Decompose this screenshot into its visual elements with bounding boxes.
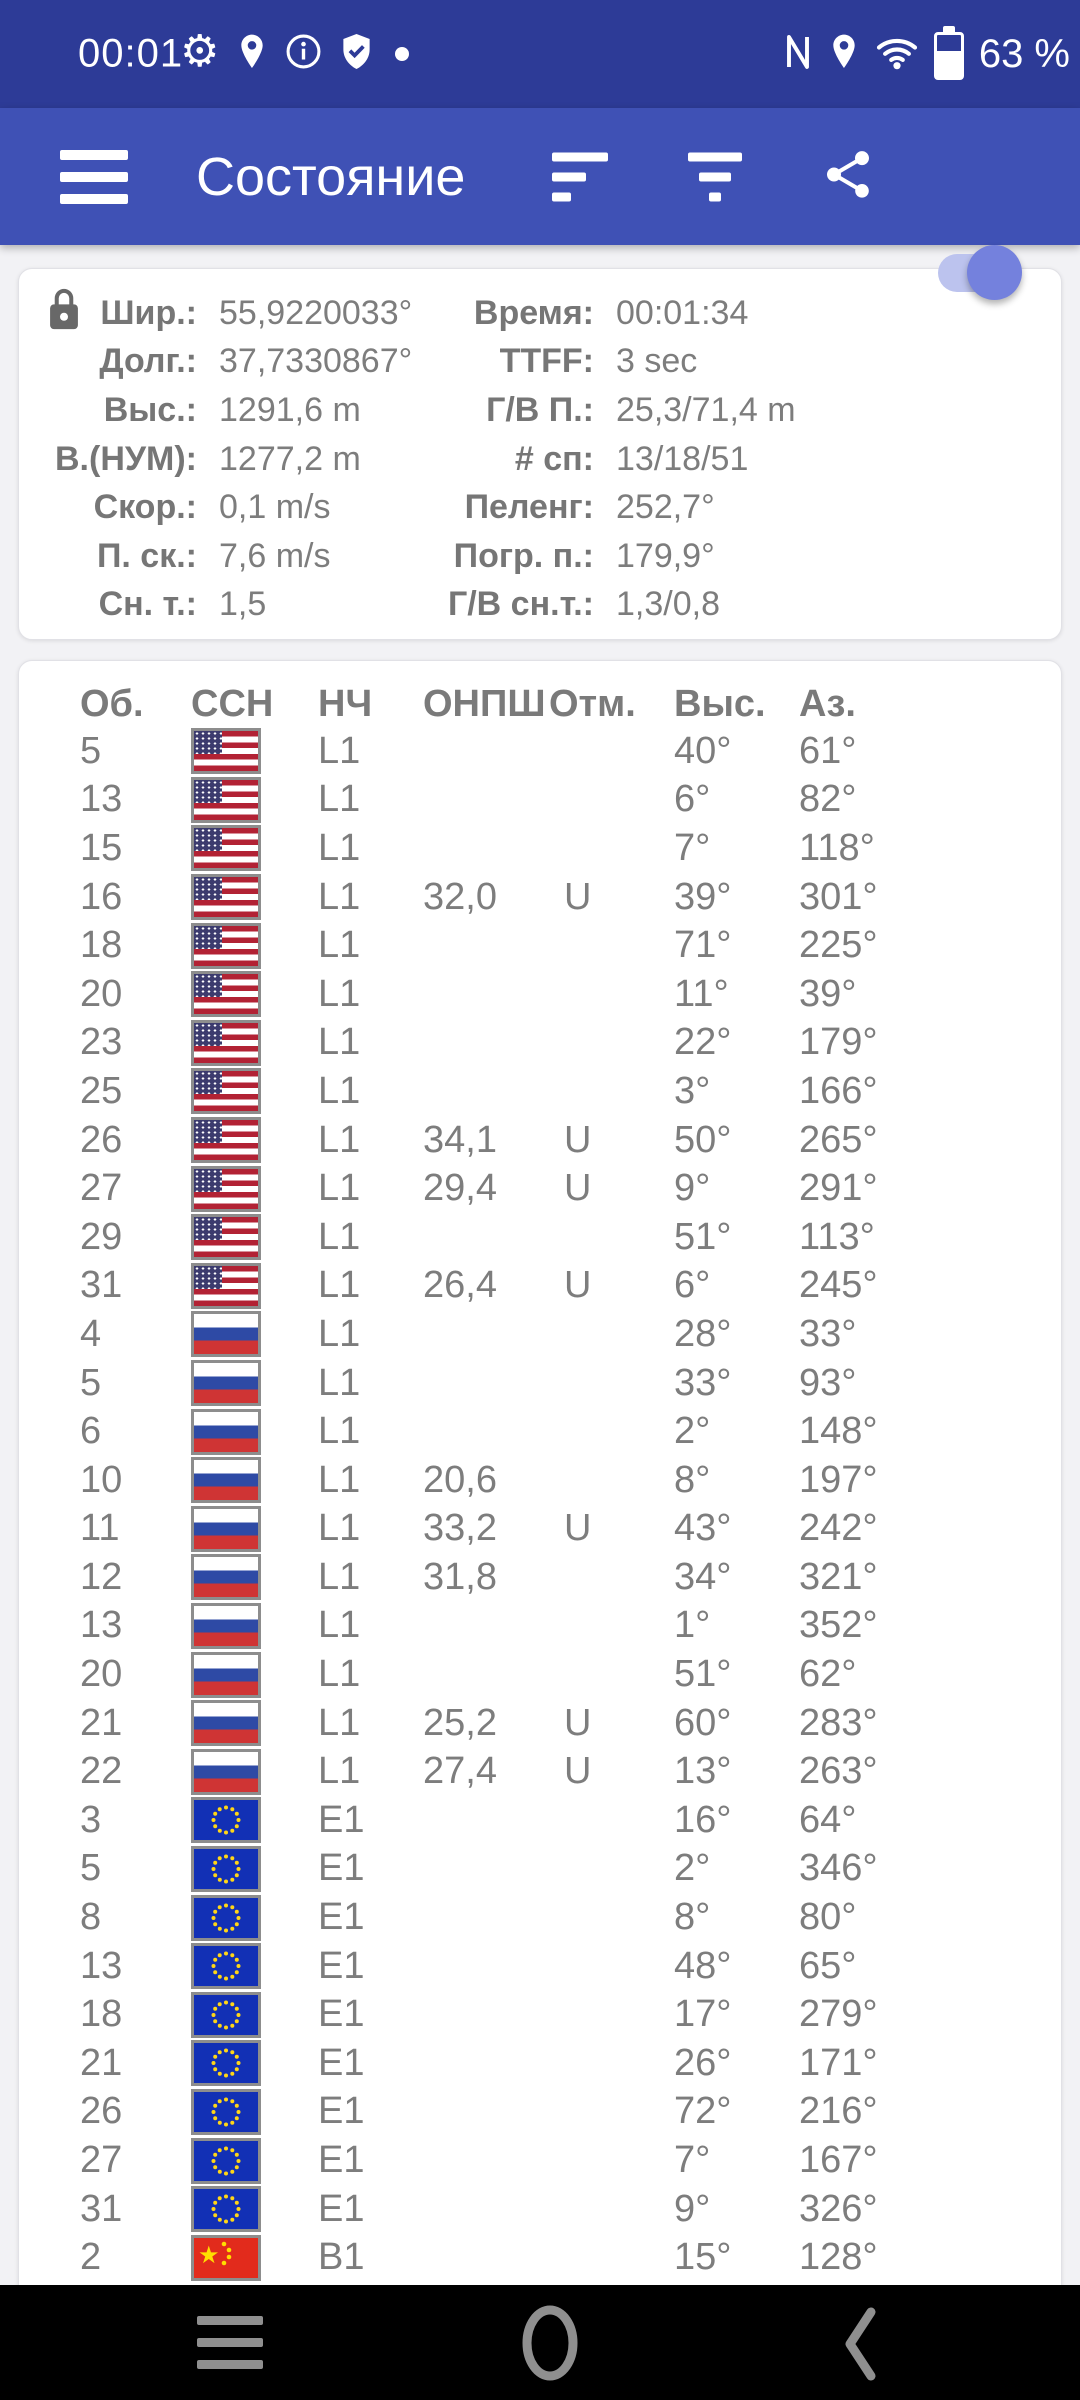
table-cell: 64° bbox=[799, 1798, 857, 1841]
table-cell: L1 bbox=[318, 1069, 361, 1112]
battery-percent: 63 % bbox=[978, 31, 1070, 76]
info-label: # сп: bbox=[514, 439, 594, 478]
table-cell: 62° bbox=[799, 1653, 857, 1696]
table-cell: 34° bbox=[674, 1555, 732, 1598]
table-row bbox=[19, 1650, 1061, 1699]
info-row bbox=[19, 532, 1031, 581]
table-cell: 179° bbox=[799, 1021, 878, 1064]
table-cell: 8 bbox=[80, 1896, 102, 1939]
table-cell: 113° bbox=[799, 1215, 875, 1258]
table-cell: E1 bbox=[318, 2139, 365, 2182]
table-cell: 7° bbox=[674, 2139, 711, 2182]
sort-icon[interactable] bbox=[552, 152, 608, 201]
flag-eu-icon bbox=[191, 2040, 261, 2086]
table-cell: 33,2 bbox=[423, 1507, 497, 1550]
flag-ru-icon bbox=[191, 1700, 261, 1746]
info-row bbox=[19, 338, 1031, 387]
table-cell: 26 bbox=[80, 2090, 123, 2133]
table-cell: 31 bbox=[80, 2187, 123, 2230]
recents-icon[interactable] bbox=[197, 2316, 263, 2369]
table-cell: 279° bbox=[799, 1993, 878, 2036]
table-cell: 28° bbox=[674, 1312, 732, 1355]
table-cell: 283° bbox=[799, 1701, 878, 1744]
shield-check-icon bbox=[339, 32, 374, 76]
table-cell: 4 bbox=[80, 1312, 102, 1355]
info-value: 00:01:34 bbox=[616, 293, 749, 332]
flag-ru-icon bbox=[191, 1311, 261, 1357]
info-label: Скор.: bbox=[93, 488, 197, 527]
info-value: 1277,2 m bbox=[219, 439, 361, 478]
flag-ru-icon bbox=[191, 1554, 261, 1600]
menu-icon[interactable] bbox=[60, 150, 128, 204]
table-cell: 265° bbox=[799, 1118, 878, 1161]
info-value: 1,5 bbox=[219, 585, 267, 624]
table-cell: 166° bbox=[799, 1069, 878, 1112]
flag-eu-icon bbox=[191, 2186, 261, 2232]
table-cell: 29 bbox=[80, 1215, 123, 1258]
position-info-card bbox=[18, 268, 1062, 640]
table-cell: U bbox=[564, 1507, 592, 1550]
table-cell: 43° bbox=[674, 1507, 732, 1550]
table-cell: 25 bbox=[80, 1069, 123, 1112]
flag-ru-icon bbox=[191, 1749, 261, 1795]
table-cell: 26,4 bbox=[423, 1264, 497, 1307]
table-cell: 16° bbox=[674, 1798, 732, 1841]
table-cell: 13 bbox=[80, 1604, 123, 1647]
info-label: Погр. п.: bbox=[453, 536, 594, 575]
back-icon[interactable] bbox=[842, 2306, 878, 2387]
table-cell: 33° bbox=[674, 1361, 732, 1404]
table-row bbox=[19, 1067, 1061, 1116]
info-row bbox=[19, 581, 1031, 630]
table-cell: E1 bbox=[318, 1944, 365, 1987]
table-cell: 326° bbox=[799, 2187, 878, 2230]
table-row bbox=[19, 2039, 1061, 2088]
flag-eu-icon bbox=[191, 2138, 261, 2184]
table-cell: 118° bbox=[799, 826, 875, 869]
table-cell: 27 bbox=[80, 2139, 123, 2182]
table-cell: 34,1 bbox=[423, 1118, 497, 1161]
table-row bbox=[19, 1164, 1061, 1213]
table-cell: L1 bbox=[318, 875, 361, 918]
table-cell: 82° bbox=[799, 778, 857, 821]
table-row bbox=[19, 1990, 1061, 2039]
table-row bbox=[19, 2233, 1061, 2282]
table-cell: 3 bbox=[80, 1798, 102, 1841]
table-cell: 7° bbox=[674, 826, 711, 869]
table-cell: 6° bbox=[674, 1264, 711, 1307]
table-cell: L1 bbox=[318, 778, 361, 821]
flag-ru-icon bbox=[191, 1652, 261, 1698]
nfc-icon bbox=[783, 33, 813, 76]
table-cell: 128° bbox=[799, 2236, 878, 2279]
svg-text:★: ★ bbox=[198, 2241, 220, 2269]
table-row bbox=[19, 1116, 1061, 1165]
table-cell: 22° bbox=[674, 1021, 732, 1064]
table-cell: L1 bbox=[318, 1604, 361, 1647]
table-cell: 51° bbox=[674, 1653, 732, 1696]
table-row bbox=[19, 2185, 1061, 2234]
table-cell: 27,4 bbox=[423, 1750, 497, 1793]
table-row bbox=[19, 921, 1061, 970]
table-cell: 17° bbox=[674, 1993, 732, 2036]
table-cell: 6 bbox=[80, 1410, 102, 1453]
info-value: 13/18/51 bbox=[616, 439, 749, 478]
table-cell: L1 bbox=[318, 924, 361, 967]
table-cell: 13° bbox=[674, 1750, 732, 1793]
table-cell: 12 bbox=[80, 1555, 123, 1598]
gear-icon: ⚙ bbox=[180, 27, 220, 76]
table-cell: L1 bbox=[318, 1167, 361, 1210]
table-cell: U bbox=[564, 1701, 592, 1744]
table-cell: 5 bbox=[80, 1361, 102, 1404]
flag-us-icon bbox=[191, 874, 261, 920]
table-cell: 2° bbox=[674, 1410, 711, 1453]
table-cell: 5 bbox=[80, 1847, 102, 1890]
table-cell: U bbox=[564, 1167, 592, 1210]
navigation-bar bbox=[0, 2285, 1080, 2400]
table-cell: E1 bbox=[318, 2187, 365, 2230]
satellite-table-body bbox=[19, 727, 1061, 2282]
table-cell: 245° bbox=[799, 1264, 878, 1307]
info-value: 3 sec bbox=[616, 342, 698, 381]
app-bar bbox=[0, 108, 1080, 245]
table-cell: B1 bbox=[318, 2236, 365, 2279]
table-row bbox=[19, 1407, 1061, 1456]
info-value: 179,9° bbox=[616, 536, 715, 575]
table-row bbox=[19, 1505, 1061, 1554]
table-cell: 301° bbox=[799, 875, 878, 918]
flag-ru-icon bbox=[191, 1457, 261, 1503]
table-row bbox=[19, 776, 1061, 825]
table-cell: 25,2 bbox=[423, 1701, 497, 1744]
table-cell: 9° bbox=[674, 2187, 711, 2230]
share-icon[interactable] bbox=[820, 146, 876, 207]
table-cell: 26 bbox=[80, 1118, 123, 1161]
table-row bbox=[19, 1359, 1061, 1408]
table-row bbox=[19, 1310, 1061, 1359]
table-cell: 1° bbox=[674, 1604, 711, 1647]
table-cell: 31 bbox=[80, 1264, 123, 1307]
info-label: П. ск.: bbox=[96, 536, 197, 575]
table-cell: L1 bbox=[318, 1361, 361, 1404]
table-cell: E1 bbox=[318, 2041, 365, 2084]
info-label: Долг.: bbox=[99, 342, 197, 381]
table-cell: 27 bbox=[80, 1167, 123, 1210]
table-cell: 9° bbox=[674, 1167, 711, 1210]
table-cell: 13 bbox=[80, 1944, 123, 1987]
satellite-table-card[interactable] bbox=[18, 660, 1062, 2382]
table-row bbox=[19, 1942, 1061, 1991]
table-cell: 23 bbox=[80, 1021, 123, 1064]
table-row bbox=[19, 1796, 1061, 1845]
info-label: Время: bbox=[473, 293, 594, 332]
info-value: 7,6 m/s bbox=[219, 536, 331, 575]
table-row bbox=[19, 2088, 1061, 2137]
info-value: 252,7° bbox=[616, 488, 715, 527]
table-cell: 20 bbox=[80, 1653, 123, 1696]
table-cell: 48° bbox=[674, 1944, 732, 1987]
filter-icon[interactable] bbox=[688, 152, 742, 201]
table-cell: 51° bbox=[674, 1215, 732, 1258]
table-cell: 18 bbox=[80, 1993, 123, 2036]
home-icon[interactable] bbox=[521, 2303, 579, 2388]
table-cell: E1 bbox=[318, 1896, 365, 1939]
column-header: Аз. bbox=[799, 682, 856, 725]
table-cell: 21 bbox=[80, 1701, 123, 1744]
column-header: ОНПШ bbox=[423, 682, 546, 725]
table-row bbox=[19, 970, 1061, 1019]
table-row bbox=[19, 824, 1061, 873]
table-cell: 71° bbox=[674, 924, 732, 967]
info-value: 55,9220033° bbox=[219, 293, 413, 332]
column-header: ССН bbox=[191, 682, 274, 725]
table-cell: 352° bbox=[799, 1604, 878, 1647]
table-cell: 20,6 bbox=[423, 1458, 497, 1501]
column-header: Отм. bbox=[549, 682, 636, 725]
flag-ru-icon bbox=[191, 1409, 261, 1455]
table-cell: 225° bbox=[799, 924, 878, 967]
table-cell: 72° bbox=[674, 2090, 732, 2133]
flag-us-icon bbox=[191, 1263, 261, 1309]
table-cell: L1 bbox=[318, 826, 361, 869]
table-cell: 2 bbox=[80, 2236, 102, 2279]
flag-eu-icon bbox=[191, 1992, 261, 2038]
info-label: Г/В сн.т.: bbox=[447, 585, 594, 624]
info-label: Пеленг: bbox=[464, 488, 594, 527]
table-cell: 39° bbox=[799, 972, 857, 1015]
table-row bbox=[19, 1213, 1061, 1262]
flag-us-icon bbox=[191, 1166, 261, 1212]
table-cell: L1 bbox=[318, 1750, 361, 1793]
column-header: НЧ bbox=[318, 682, 373, 725]
table-cell: 15° bbox=[674, 2236, 732, 2279]
table-cell: 197° bbox=[799, 1458, 878, 1501]
table-cell: 216° bbox=[799, 2090, 878, 2133]
flag-us-icon bbox=[191, 728, 261, 774]
table-cell: L1 bbox=[318, 1118, 361, 1161]
table-cell: 50° bbox=[674, 1118, 732, 1161]
table-cell: 6° bbox=[674, 778, 711, 821]
flag-ru-icon bbox=[191, 1360, 261, 1406]
column-header: Об. bbox=[80, 682, 144, 725]
table-cell: E1 bbox=[318, 2090, 365, 2133]
table-cell: 291° bbox=[799, 1167, 878, 1210]
flag-ru-icon bbox=[191, 1506, 261, 1552]
table-cell: 39° bbox=[674, 875, 732, 918]
table-cell: L1 bbox=[318, 1410, 361, 1453]
table-cell: 242° bbox=[799, 1507, 878, 1550]
table-cell: 171° bbox=[799, 2041, 878, 2084]
flag-us-icon bbox=[191, 923, 261, 969]
table-row bbox=[19, 1019, 1061, 1068]
table-cell: 10 bbox=[80, 1458, 123, 1501]
wifi-icon bbox=[875, 34, 919, 75]
info-label: В.(НУМ): bbox=[55, 439, 197, 478]
table-cell: U bbox=[564, 1264, 592, 1307]
table-cell: 5 bbox=[80, 729, 102, 772]
table-header-row bbox=[19, 681, 1061, 727]
table-cell: 11° bbox=[674, 972, 729, 1015]
table-cell: 11 bbox=[80, 1507, 120, 1550]
table-cell: E1 bbox=[318, 1847, 365, 1890]
table-row bbox=[19, 1893, 1061, 1942]
location-pin-icon bbox=[828, 33, 860, 76]
info-value: 25,3/71,4 m bbox=[616, 390, 796, 429]
info-value: 0,1 m/s bbox=[219, 488, 331, 527]
table-row bbox=[19, 1699, 1061, 1748]
info-label: TTFF: bbox=[499, 342, 594, 381]
location-pin-icon bbox=[236, 33, 268, 76]
toggle-thumb bbox=[967, 245, 1022, 300]
table-cell: 40° bbox=[674, 729, 732, 772]
table-cell: 29,4 bbox=[423, 1167, 497, 1210]
toggle-switch[interactable] bbox=[938, 254, 1010, 292]
table-cell: 263° bbox=[799, 1750, 878, 1793]
table-cell: 8° bbox=[674, 1896, 711, 1939]
table-cell: L1 bbox=[318, 1312, 361, 1355]
table-cell: L1 bbox=[318, 1507, 361, 1550]
info-label: Выс.: bbox=[103, 390, 197, 429]
table-cell: L1 bbox=[318, 1555, 361, 1598]
table-cell: 15 bbox=[80, 826, 123, 869]
table-cell: 2° bbox=[674, 1847, 711, 1890]
table-cell: 33° bbox=[799, 1312, 857, 1355]
flag-us-icon bbox=[191, 971, 261, 1017]
status-bar bbox=[0, 0, 1080, 108]
table-cell: 13 bbox=[80, 778, 123, 821]
table-cell: E1 bbox=[318, 1798, 365, 1841]
table-row bbox=[19, 1456, 1061, 1505]
table-row bbox=[19, 1747, 1061, 1796]
table-cell: L1 bbox=[318, 1021, 361, 1064]
flag-eu-icon bbox=[191, 1797, 261, 1843]
table-cell: U bbox=[564, 1750, 592, 1793]
info-row bbox=[19, 483, 1031, 532]
info-label: Шир.: bbox=[100, 293, 197, 332]
flag-eu-icon bbox=[191, 2089, 261, 2135]
table-cell: 16 bbox=[80, 875, 123, 918]
table-cell: 61° bbox=[799, 729, 857, 772]
info-label: Г/В П.: bbox=[486, 390, 594, 429]
table-cell: 8° bbox=[674, 1458, 711, 1501]
info-value: 1291,6 m bbox=[219, 390, 361, 429]
table-row bbox=[19, 1602, 1061, 1651]
table-cell: 65° bbox=[799, 1944, 857, 1987]
table-cell: L1 bbox=[318, 1264, 361, 1307]
table-cell: 26° bbox=[674, 2041, 732, 2084]
table-cell: E1 bbox=[318, 1993, 365, 2036]
table-cell: 93° bbox=[799, 1361, 857, 1404]
flag-eu-icon bbox=[191, 1895, 261, 1941]
table-cell: 20 bbox=[80, 972, 123, 1015]
table-cell: L1 bbox=[318, 1701, 361, 1744]
info-row bbox=[19, 435, 1031, 484]
table-row bbox=[19, 1845, 1061, 1894]
table-cell: 18 bbox=[80, 924, 123, 967]
flag-us-icon bbox=[191, 1020, 261, 1066]
table-cell: 22 bbox=[80, 1750, 123, 1793]
table-cell: 21 bbox=[80, 2041, 123, 2084]
info-row bbox=[19, 386, 1031, 435]
table-cell: L1 bbox=[318, 729, 361, 772]
table-cell: L1 bbox=[318, 972, 361, 1015]
table-row bbox=[19, 1262, 1061, 1311]
flag-eu-icon bbox=[191, 1943, 261, 1989]
table-row bbox=[19, 727, 1061, 776]
table-cell: 32,0 bbox=[423, 875, 497, 918]
table-cell: 3° bbox=[674, 1069, 711, 1112]
info-value: 1,3/0,8 bbox=[616, 585, 720, 624]
info-label: Сн. т.: bbox=[98, 585, 197, 624]
table-cell: L1 bbox=[318, 1215, 361, 1258]
table-cell: 346° bbox=[799, 1847, 878, 1890]
flag-us-icon bbox=[191, 1214, 261, 1260]
info-row bbox=[19, 289, 1031, 338]
flag-us-icon bbox=[191, 825, 261, 871]
table-cell: L1 bbox=[318, 1653, 361, 1696]
status-left-icons bbox=[180, 27, 409, 76]
table-row bbox=[19, 2136, 1061, 2185]
battery-icon bbox=[934, 32, 964, 80]
table-cell: 148° bbox=[799, 1410, 878, 1453]
table-cell: 31,8 bbox=[423, 1555, 497, 1598]
table-cell: U bbox=[564, 1118, 592, 1161]
status-right-icons bbox=[783, 28, 1070, 80]
info-value: 37,7330867° bbox=[219, 342, 413, 381]
column-header: Выс. bbox=[674, 682, 766, 725]
table-cell: 60° bbox=[674, 1701, 732, 1744]
flag-ru-icon bbox=[191, 1603, 261, 1649]
flag-us-icon bbox=[191, 1117, 261, 1163]
flag-us-icon bbox=[191, 1068, 261, 1114]
table-cell: U bbox=[564, 875, 592, 918]
table-cell: 167° bbox=[799, 2139, 878, 2182]
flag-us-icon bbox=[191, 777, 261, 823]
flag-cn-icon bbox=[191, 2235, 261, 2281]
info-rows bbox=[19, 289, 1031, 629]
table-row bbox=[19, 873, 1061, 922]
info-icon bbox=[285, 33, 322, 75]
status-time: 00:01 bbox=[78, 31, 184, 76]
table-cell: 321° bbox=[799, 1555, 878, 1598]
page-title: Состояние bbox=[196, 146, 466, 207]
table-row bbox=[19, 1553, 1061, 1602]
table-cell: 80° bbox=[799, 1896, 857, 1939]
flag-eu-icon bbox=[191, 1846, 261, 1892]
table-cell: L1 bbox=[318, 1458, 361, 1501]
notification-dot bbox=[395, 47, 409, 61]
